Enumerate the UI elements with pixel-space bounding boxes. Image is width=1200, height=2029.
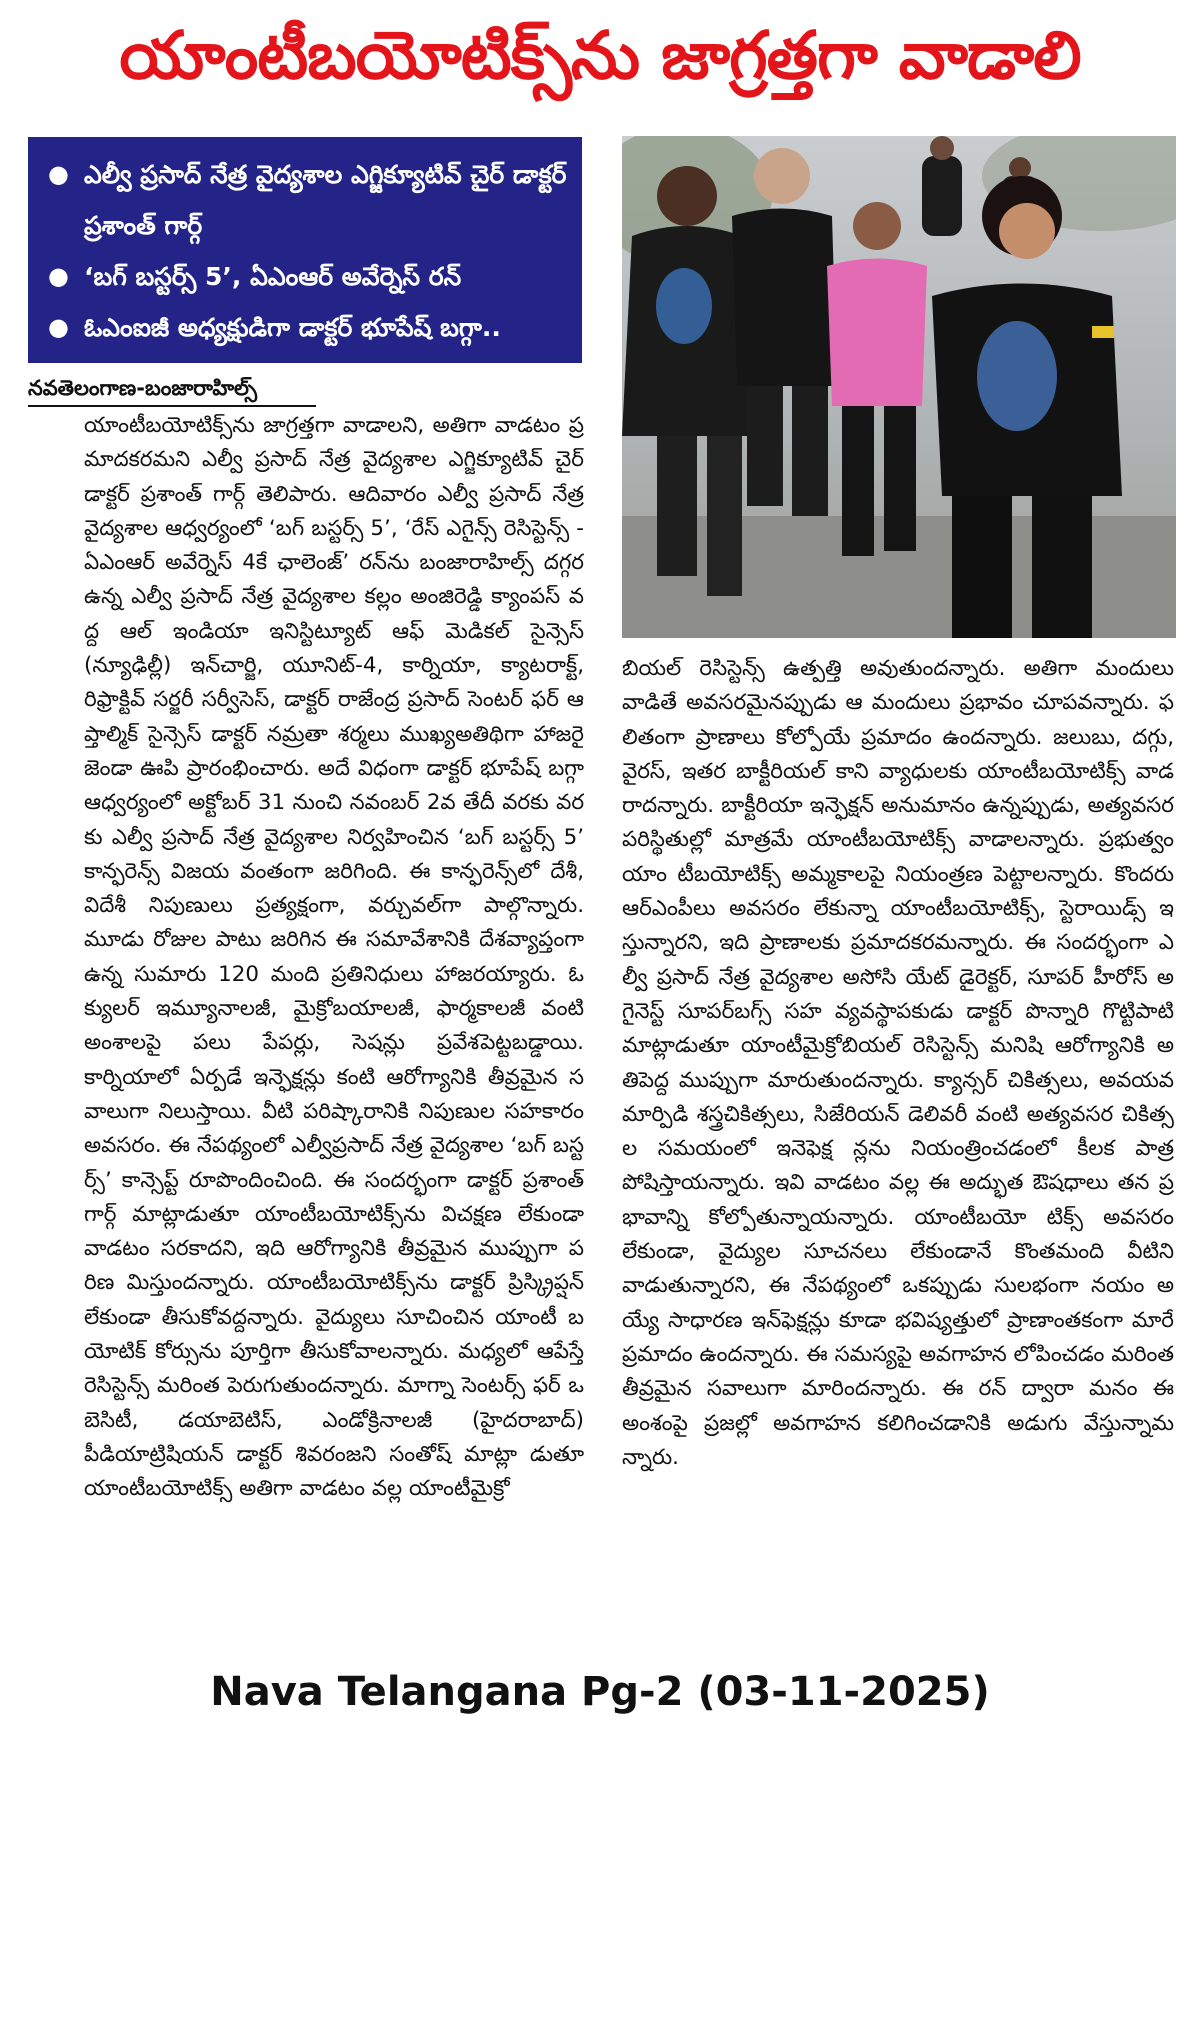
runners-photo-icon [622,136,1176,638]
page-footer: Nava Telangana Pg-2 (03-11-2025) [210,1669,990,1715]
highlight-text: ఓఎంఐజీ అధ్యక్షుడిగా డాక్టర్‌ భూపేష్‌ బగ్గా.. [84,313,501,342]
highlights-box [28,137,582,363]
dateline: నవతెలంగాణ-బంజారాహిల్స్‌ [28,376,258,400]
bullet-icon: ● [48,262,69,290]
highlight-item [46,149,572,251]
highlight-text: ‘బగ్‌ బస్టర్స్‌ 5’, ఏఎంఆర్‌ అవేర్నెస్‌ రన్‌ [84,262,462,291]
highlight-item [46,251,572,302]
article-column-2 [622,652,1174,1712]
highlight-text: ఎల్వీ ప్రసాద్‌ నేత్ర వైద్యశాల ఎగ్జిక్యూటివ్‌ చైర్‌ డాక్టర్‌ ప్రశాంత్‌ గార్గ్‌ [84,160,567,240]
article-column-1 [28,409,584,2029]
headline: యాంటీబయోటిక్స్‌ను జాగ్రత్తగా వాడాలి [119,17,1081,94]
article-text-continued: బియల్‌ రెసిస్టెన్స్‌ ఉత్పత్తి అవుతుందన్నారు. అతిగా మందులు వాడితే అవసరమైనప్పుడు ఆ మందులు ప్రభావం చూపవన్నారు. ఫలితంగా ప్రాణాలు కోల్పోయే ప్రమాదం ఉందన్నారు. జలుబు, దగ్గు, వైరస్‌, ఇతర బాక్టీరియల్‌ కాని వ్యాధులకు యాంటీబయోటిక్స్‌ వాడరాదన్నారు. బాక్టీరియా ఇన్ఫెక్షన్‌ అనుమానం ఉన్నప్పుడు, అత్యవసర పరిస్థితుల్లో మాత్రమే యాంటీబయోటిక్స్‌ వాడాలన్నారు. ప్రభుత్వం యాం టీబయోటిక్స్‌ అమ్మకాలపై నియంత్రణ పెట్టాలన్నారు. కొందరు ఆర్‌ఎంపీలు అవసరం లేకున్నా యాంటీబయోటిక్స్‌, స్టెరాయిడ్స్‌ ఇస్తున్నారని, ఇది ప్రాణాలకు ప్రమాదకరమన్నారు. ఈ సందర్భంగా ఎల్వీ ప్రసాద్‌ నేత్ర వైద్యశాల అసోసి యేట్‌ డైరెక్టర్‌, సూపర్‌ హీరోస్‌ అగైనెస్ట్‌ సూపర్‌బగ్స్‌ సహ వ్యవస్థాపకుడు డాక్టర్‌ పొన్నారి గొట్టిపాటి మాట్లాడుతూ యాంటీమైక్రోబియల్‌ రెసిస్టెన్స్‌ మనిషి ఆరోగ్యానికి అతిపెద్ద ముప్పుగా మారుతుందన్నారు. క్యాన్సర్‌ చికిత్సలు, అవయవమార్పిడి శస్త్రచికిత్సలు, సిజేరియన్‌ డెలివరీ వంటి అత్యవసర చికిత్సల సమయంలో ఇనెఫెక్ష న్లను నియంత్రించడంలో కీలక పాత్ర పోషిస్తాయన్నారు. ఇవి వాడటం వల్ల ఈ అద్భుత ఔషధాలు తన ప్రభావాన్ని కోల్పోతున్నాయన్నారు. యాంటీబయో టిక్స్‌ అవసరం లేకుండా, వైద్యుల సూచనలు లేకుండానే కొంతమంది వీటిని వాడుతున్నారని, ఈ నేపథ్యంలో ఒకప్పుడు సులభంగా నయం అయ్యే సాధారణ ఇన్‌ఫెక్షన్లు కూడా భవిష్యత్తులో ప్రాణాంతకంగా మారే ప్రమాదం ఉందన్నారు. ఈ సమస్యపై అవగాహన లోపించడం మరింత తీవ్రమైన సవాలుగా మారిందన్నారు. ఈ రన్‌ ద్వారా మనం ఈ అంశంపై ప్రజల్లో అవగాహన కలిగించడానికి అడుగు వేస్తున్నామన్నారు. [622,656,1174,1470]
dateline-underline [28,405,316,407]
bullet-icon: ● [48,313,69,341]
article-text: యాంటీబయోటిక్స్‌ను జాగ్రత్తగా వాడాలని, అతిగా వాడటం ప్రమాదకరమని ఎల్వీ ప్రసాద్‌ నేత్ర వైద్యశాల ఎగ్జిక్యూటివ్‌ చైర్‌ డాక్టర్‌ ప్రశాంత్‌ గార్గ్‌ తెలిపారు. ఆదివారం ఎల్వీ ప్రసాద్‌ నేత్ర వైద్యశాల ఆధ్వర్యంలో ‘బగ్‌ బస్టర్స్‌ 5’, ‘రేస్‌ ఎగైన్స్‌ రెసిస్టెన్స్‌ - ఏఎంఆర్‌ అవేర్నెస్‌ 4కే ఛాలెంజ్‌’ రన్‌ను బంజారాహిల్స్‌ దగ్గర ఉన్న ఎల్వీ ప్రసాద్‌ నేత్ర వైద్యశాల కల్లం అంజిరెడ్డి క్యాంపస్‌ వద్ద ఆల్‌ ఇండియా ఇనిస్టిట్యూట్‌ ఆఫ్‌ మెడికల్‌ సైన్సెస్‌ (న్యూఢిల్లీ) ఇన్‌చార్జి, యూనిట్‌-4, కార్నియా, క్యాటరాక్ట్‌, రిఫ్రాక్టివ్‌ సర్జరీ సర్వీసెస్‌, డాక్టర్‌ రాజేంద్ర ప్రసాద్‌ సెంటర్‌ ఫర్‌ ఆప్తాల్మిక్‌ సైన్సెస్‌ డాక్టర్‌ నమ్రతా శర్మలు ముఖ్యఅతిథిగా హాజరై జెండా ఊపి ప్రారంభించారు. అదే విధంగా డాక్టర్‌ భూపేష్‌ బగ్గా ఆధ్వర్యంలో అక్టోబర్‌ 31 నుంచి నవంబర్‌ 2వ తేదీ వరకు వరకు ఎల్వీ ప్రసాద్‌ నేత్ర వైద్యశాల నిర్వహించిన ‘బగ్‌ బస్టర్స్‌ 5’ కాన్ఫరెన్స్‌ విజయ వంతంగా జరిగింది. ఈ కాన్ఫరెన్స్‌లో దేశీ, విదేశీ నిపుణులు ప్రత్యక్షంగా, వర్చువల్‌గా పాల్గొన్నారు. మూడు రోజుల పాటు జరిగిన ఈ సమావేశానికి దేశవ్యాప్తంగా ఉన్న సుమారు 120 మంది ప్రతినిధులు హాజరయ్యారు. ఓక్యులర్‌ ఇమ్యూనాలజీ, మైక్రోబయాలజీ, ఫార్మకాలజీ వంటి అంశాలపై పలు పేపర్లు, సెషన్లు ప్రవేశపెట్టబడ్డాయి. కార్నియాలో ఏర్పడే ఇన్ఫెక్షన్లు కంటి ఆరోగ్యానికి తీవ్రమైన సవాలుగా నిలుస్తాయి. వీటి పరిష్కారానికి నిపుణుల సహకారం అవసరం. ఈ నేపథ్యంలో ఎల్వీప్రసాద్‌ నేత్ర వైద్యశాల ‘బగ్‌ బస్టర్స్‌’ కాన్సెప్ట్‌ రూపొందించింది. ఈ సందర్భంగా డాక్టర్‌ ప్రశాంత్‌ గార్గ్‌ మాట్లాడుతూ యాంటీబయోటిక్స్‌ను విచక్షణ లేకుండా వాడటం సరకాదని, ఇది ఆరోగ్యానికి తీవ్రమైన ముప్పుగా పరిణ మిస్తుందన్నారు. యాంటీబయోటిక్స్‌ను డాక్టర్‌ ప్రిస్క్రిప్షన్‌ లేకుండా తీసుకోవద్దన్నారు. వైద్యులు సూచించిన యాంటీ బయోటిక్‌ కోర్సును పూర్తిగా తీసుకోవాలన్నారు. మధ్యలో ఆపేస్తే రెసిస్టెన్స్‌ మరింత పెరుగుతుందన్నారు. మాగ్నా సెంటర్స్‌ ఫర్‌ ఒబెసిటీ, డయాబెటిస్‌, ఎండోక్రినాలజీ (హైదరాబాద్‌) పీడియాట్రిషియన్‌ డాక్టర్‌ శివరంజని సంతోష్‌ మాట్లా డుతూ యాంటీబయోటిక్స్‌ అతిగా వాడటం వల్ల యాంటీమైక్రో [84,413,584,1502]
article-photo [622,136,1176,638]
bullet-icon: ● [48,160,69,188]
highlight-item [46,302,572,353]
